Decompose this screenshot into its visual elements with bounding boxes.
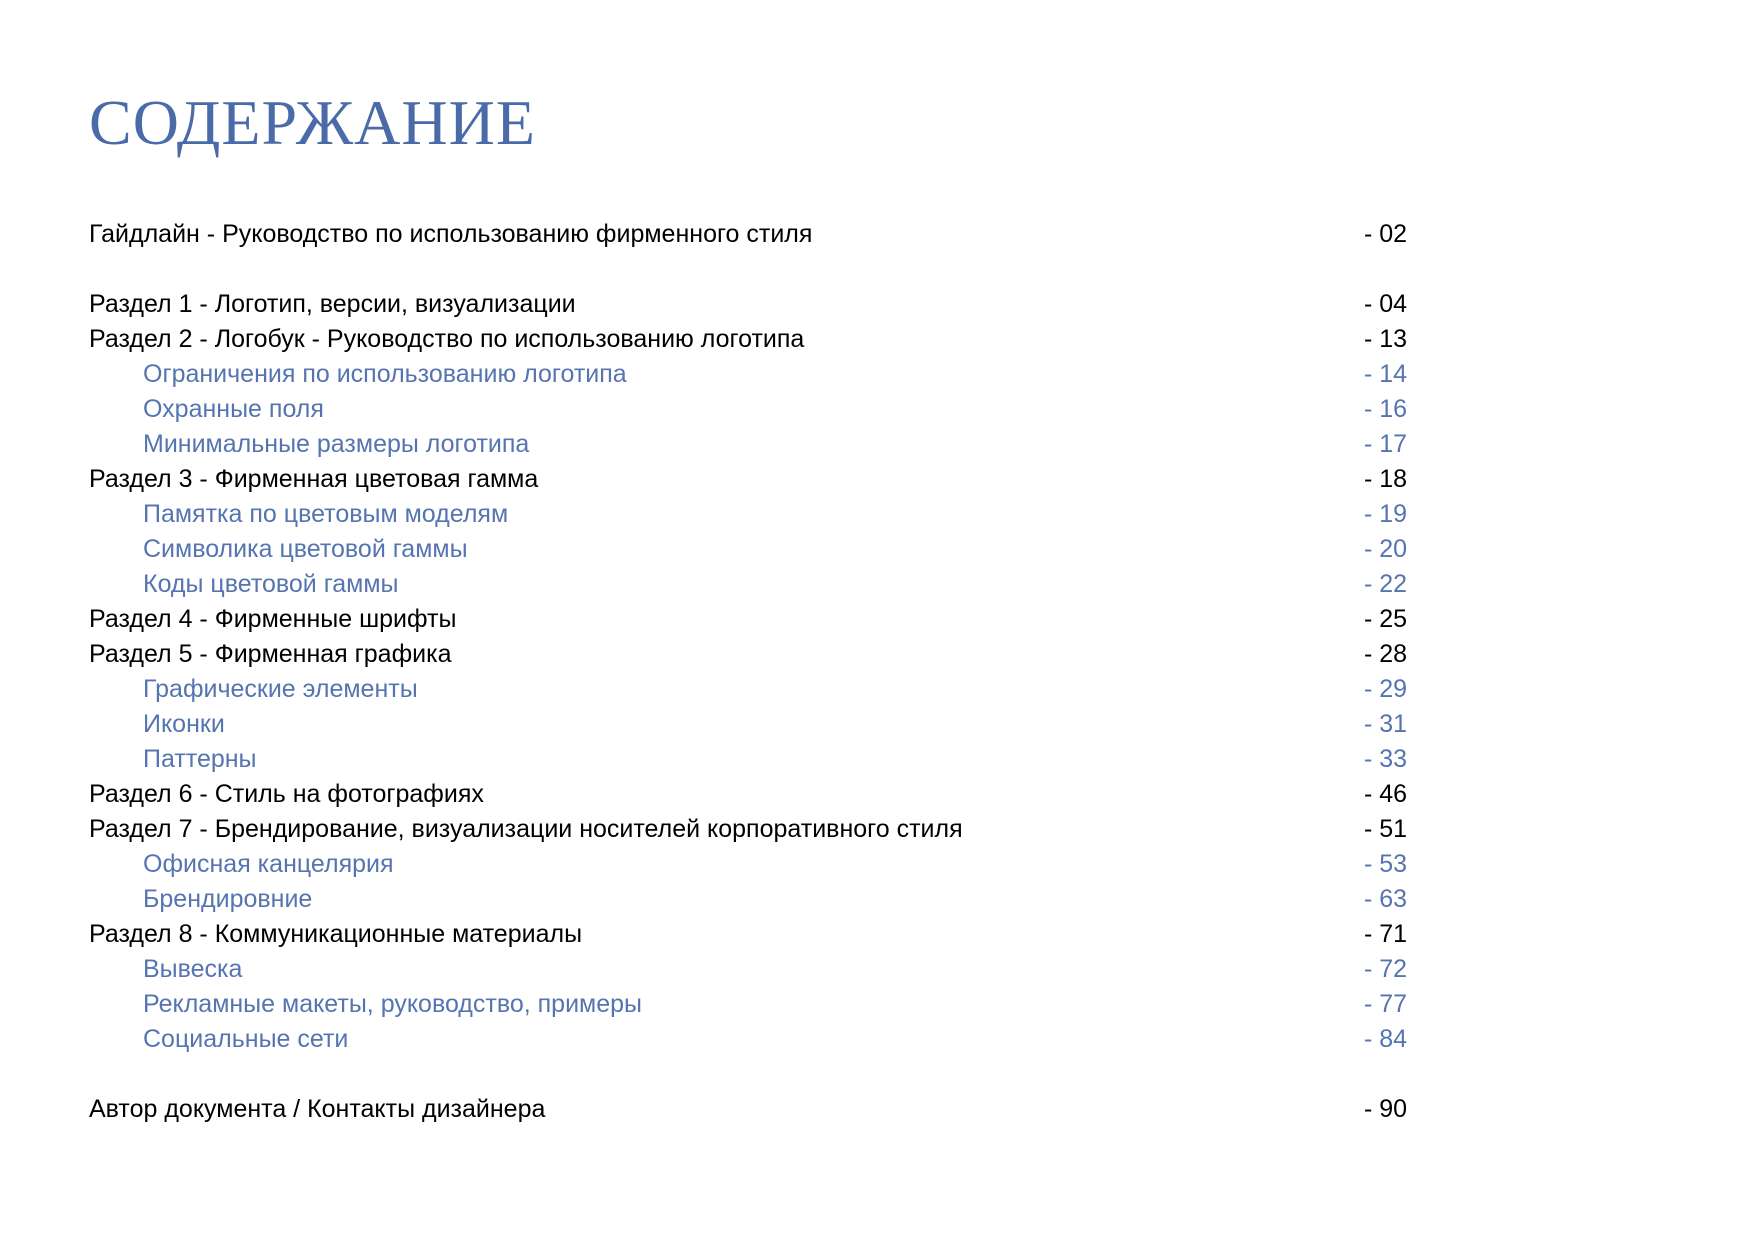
toc-item-label: Вывеска	[143, 955, 243, 983]
page-title: СОДЕРЖАНИЕ	[89, 87, 536, 158]
toc-subitem-logo-restrictions[interactable]	[89, 357, 1419, 392]
toc-item-section-2[interactable]	[89, 322, 1419, 357]
toc-item-label: Охранные поля	[143, 395, 324, 423]
toc-item-label: Памятка по цветовым моделям	[143, 500, 509, 528]
toc-item-label: Раздел 3 - Фирменная цветовая гамма	[89, 465, 539, 493]
toc-item-label: Ограничения по использованию логотипа	[143, 360, 627, 388]
toc-subitem-signage[interactable]	[89, 952, 1419, 987]
toc-item-page: - 20	[1364, 535, 1408, 563]
toc-subitem-patterns[interactable]	[89, 742, 1419, 777]
toc-item-label: Раздел 2 - Логобук - Руководство по использованию логотипа	[89, 325, 805, 353]
toc-item-section-1[interactable]	[89, 287, 1419, 322]
toc-item-page: - 72	[1364, 955, 1408, 983]
toc-item-page: - 16	[1364, 395, 1408, 423]
toc-item-label: Раздел 1 - Логотип, версии, визуализации	[89, 290, 576, 318]
toc-item-page: - 28	[1364, 640, 1408, 668]
toc-item-label: Социальные сети	[143, 1025, 349, 1053]
toc-item-page: - 17	[1364, 430, 1408, 458]
toc-item-section-8[interactable]	[89, 917, 1419, 952]
toc-item-label: Брендировние	[143, 885, 313, 913]
toc-item-page: - 46	[1364, 780, 1408, 808]
toc-item-section-6[interactable]	[89, 777, 1419, 812]
toc-item-label: Коды цветовой гаммы	[143, 570, 399, 598]
toc-item-label: Раздел 6 - Стиль на фотографиях	[89, 780, 484, 808]
toc-subitem-social-networks[interactable]	[89, 1022, 1419, 1057]
toc-subitem-color-models[interactable]	[89, 497, 1419, 532]
toc-subitem-min-sizes[interactable]	[89, 427, 1419, 462]
toc-item-page: - 22	[1364, 570, 1408, 598]
toc-item-page: - 02	[1364, 220, 1408, 248]
toc-item-label: Раздел 7 - Брендирование, визуализации носителей корпоративного стиля	[89, 815, 963, 843]
toc-item-page: - 19	[1364, 500, 1408, 528]
toc-subitem-graphic-elements[interactable]	[89, 672, 1419, 707]
toc-item-page: - 77	[1364, 990, 1408, 1018]
toc-item-page: - 90	[1364, 1095, 1408, 1123]
toc-item-page: - 18	[1364, 465, 1408, 493]
toc-item-section-5[interactable]	[89, 637, 1419, 672]
toc-item-section-7[interactable]	[89, 812, 1419, 847]
toc-item-page: - 53	[1364, 850, 1408, 878]
toc-subitem-ad-layouts[interactable]	[89, 987, 1419, 1022]
toc-item-label: Минимальные размеры логотипа	[143, 430, 530, 458]
toc-subitem-branding[interactable]	[89, 882, 1419, 917]
toc-item-page: - 63	[1364, 885, 1408, 913]
toc-item-label: Офисная канцелярия	[143, 850, 394, 878]
toc-item-label: Графические элементы	[143, 675, 418, 703]
toc-item-label: Иконки	[143, 710, 225, 738]
toc-item-page: - 29	[1364, 675, 1408, 703]
toc-item-section-4[interactable]	[89, 602, 1419, 637]
toc-item-page: - 84	[1364, 1025, 1408, 1053]
toc-item-label: Раздел 4 - Фирменные шрифты	[89, 605, 457, 633]
toc-item-label: Раздел 5 - Фирменная графика	[89, 640, 452, 668]
toc-subitem-clear-space[interactable]	[89, 392, 1419, 427]
toc-item-label: Рекламные макеты, руководство, примеры	[143, 990, 642, 1018]
toc-item-guideline[interactable]	[89, 217, 1419, 252]
toc-subitem-color-symbolism[interactable]	[89, 532, 1419, 567]
toc-subitem-icons[interactable]	[89, 707, 1419, 742]
toc-item-page: - 31	[1364, 710, 1408, 738]
toc-item-page: - 13	[1364, 325, 1408, 353]
toc-subitem-color-codes[interactable]	[89, 567, 1419, 602]
toc-item-section-3[interactable]	[89, 462, 1419, 497]
toc-item-label: Символика цветовой гаммы	[143, 535, 468, 563]
toc-item-page: - 14	[1364, 360, 1408, 388]
toc-subitem-office-stationery[interactable]	[89, 847, 1419, 882]
toc-item-label: Автор документа / Контакты дизайнера	[89, 1095, 546, 1123]
toc-item-author-contacts[interactable]	[89, 1092, 1419, 1127]
toc-item-page: - 04	[1364, 290, 1408, 318]
toc-item-page: - 71	[1364, 920, 1408, 948]
toc-item-page: - 51	[1364, 815, 1408, 843]
toc-item-page: - 33	[1364, 745, 1408, 773]
toc-item-label: Паттерны	[143, 745, 257, 773]
toc-item-label: Раздел 8 - Коммуникационные материалы	[89, 920, 583, 948]
toc-item-label: Гайдлайн - Руководство по использованию фирменного стиля	[89, 220, 813, 248]
toc-item-page: - 25	[1364, 605, 1408, 633]
